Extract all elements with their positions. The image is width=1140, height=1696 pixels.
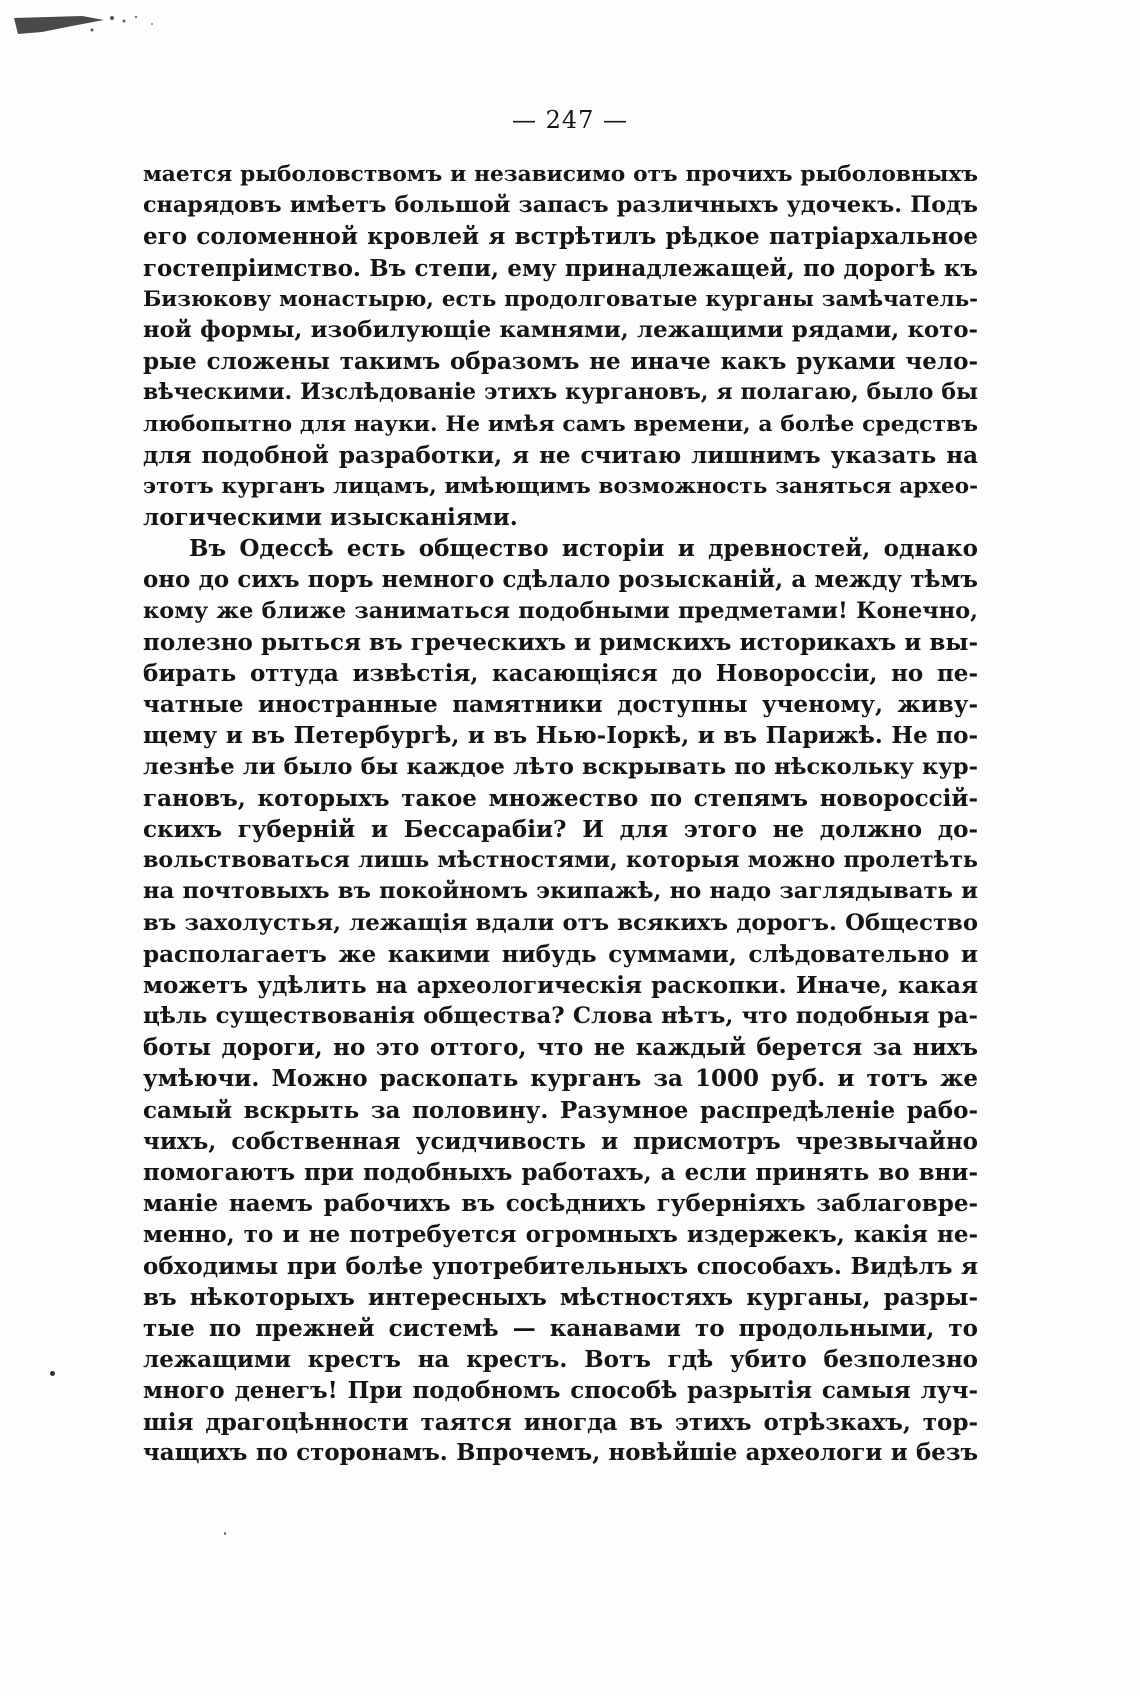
text-line: вольствоваться лишь мѣстностями, которыя можно пролетѣть xyxy=(143,847,978,874)
text-line: можетъ удѣлить на археологическія раскопки. Иначе, какая xyxy=(143,971,978,999)
text-line: его соломенной кровлей я встрѣтилъ рѣдкое патріархальное xyxy=(143,223,978,251)
text-line: въ захолустья, лежащія вдали отъ всякихъ дорогъ. Общество xyxy=(143,909,978,936)
text-line: обходимы при болѣе употребительныхъ способахъ. Видѣлъ я xyxy=(143,1252,978,1280)
paragraph-2 xyxy=(143,533,978,1469)
text-line: чащихъ по сторонамъ. Впрочемъ, новѣйшіе археологи и безъ xyxy=(143,1439,978,1466)
text-line: щему и въ Петербургѣ, и въ Нью-Іоркѣ, и въ Парижѣ. Не по- xyxy=(143,722,978,750)
text-line: бирать оттуда извѣстія, касающіяся до Новороссіи, но пе- xyxy=(143,660,978,687)
text-line: ной формы, изобилующіе камнями, лежащими рядами, кото- xyxy=(143,316,978,343)
text-line: Бизюкову монастырю, есть продолговатые курганы замѣчатель- xyxy=(143,286,978,312)
text-line: полезно рыться въ греческихъ и римскихъ историкахъ и вы- xyxy=(143,628,978,656)
text-line: любопытно для науки. Не имѣя самъ времени, а болѣе средствъ xyxy=(143,410,978,437)
text-line: оно до сихъ поръ немного сдѣлало розысканій, а между тѣмъ xyxy=(143,566,978,594)
text-line: лезнѣе ли было бы каждое лѣто вскрывать по нѣскольку кур- xyxy=(143,753,978,780)
text-line: менно, то и не потребуется огромныхъ издержекъ, какія не- xyxy=(143,1221,978,1249)
text-line: умѣючи. Можно раскопать курганъ за 1000 руб. и тотъ же xyxy=(143,1065,978,1093)
text-line: мается рыболовствомъ и независимо отъ прочихъ рыболовныхъ xyxy=(143,162,978,187)
text-line: боты дороги, но это оттого, что не каждый берется за нихъ xyxy=(143,1034,978,1062)
text-line: рые сложены такимъ образомъ не иначе какъ руками чело- xyxy=(143,348,978,376)
text-line: чихъ, собственная усидчивость и присмотръ чрезвычайно xyxy=(143,1127,978,1155)
text-line: располагаетъ же какими нибудь суммами, слѣдовательно и xyxy=(143,940,978,968)
text-line: скихъ губерній и Бессарабіи? И для этого не должно до- xyxy=(143,815,978,843)
ink-speck xyxy=(50,1371,55,1376)
ink-speck xyxy=(224,1532,226,1535)
paragraph-1 xyxy=(143,159,978,533)
text-line: на почтовыхъ въ покойномъ экипажѣ, но надо заглядывать и xyxy=(143,878,978,905)
text-line: лежащими крестъ на крестъ. Вотъ гдѣ убито безполезно xyxy=(143,1346,978,1374)
text-line: этотъ курганъ лицамъ, имѣющимъ возможность заняться архео- xyxy=(143,473,978,499)
text-line: маніе наемъ рабочихъ въ сосѣднихъ губерніяхъ заблаговре- xyxy=(143,1190,978,1218)
ink-smudge-mark xyxy=(12,12,162,38)
text-line: цѣль существованія общества? Слова нѣтъ, что подобныя ра- xyxy=(143,1003,978,1030)
text-line: помогаютъ при подобныхъ работахъ, а если принять во вни- xyxy=(143,1159,978,1186)
text-line: гановъ, которыхъ такое множество по степямъ новороссій- xyxy=(143,784,978,812)
text-line: самый вскрыть за половину. Разумное распредѣленіе рабо- xyxy=(143,1096,978,1124)
text-line: кому же ближе заниматься подобными предметами! Конечно, xyxy=(143,597,978,624)
text-line: чатные иностранные памятники доступны ученому, живу- xyxy=(143,691,978,719)
text-line: шія драгоцѣнности таятся иногда въ этихъ отрѣзкахъ, тор- xyxy=(143,1408,978,1436)
text-line: въ нѣкоторыхъ интересныхъ мѣстностяхъ курганы, разры- xyxy=(143,1283,978,1311)
page-number: — 247 — xyxy=(511,106,629,134)
text-line: тые по прежней системѣ — канавами то продольными, то xyxy=(143,1314,978,1342)
body-text xyxy=(143,159,978,1469)
text-line: Въ Одессѣ есть общество исторіи и древностей, однако xyxy=(189,535,978,563)
text-line: снарядовъ имѣетъ большой запасъ различныхъ удочекъ. Подъ xyxy=(143,192,978,219)
text-line: гостепріимство. Въ степи, ему принадлежащей, по дорогѣ къ xyxy=(143,254,978,282)
text-line: логическими изысканіями. xyxy=(143,504,518,532)
text-line: для подобной разработки, я не считаю лишнимъ указать на xyxy=(143,441,978,469)
text-line: вѣческими. Изслѣдованіе этихъ кургановъ, я полагаю, было бы xyxy=(143,379,978,406)
text-line: много денегъ! При подобномъ способѣ разрытія самыя луч- xyxy=(143,1377,978,1405)
